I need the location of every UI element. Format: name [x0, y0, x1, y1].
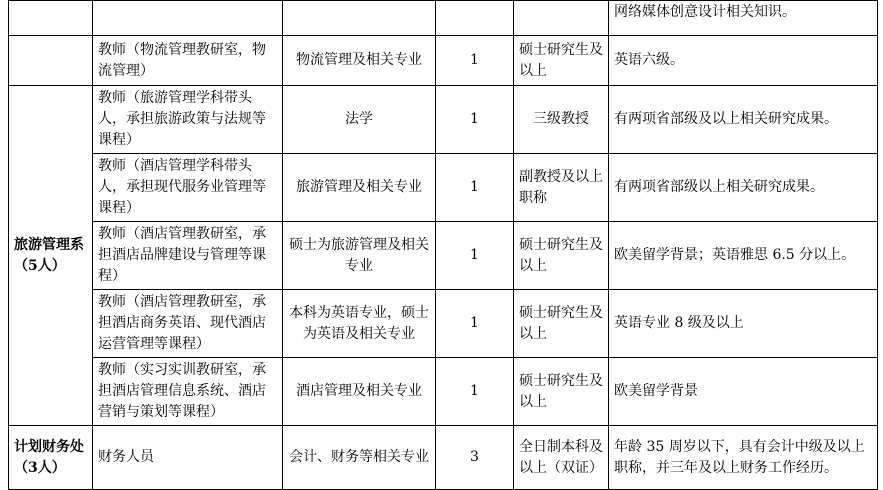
position-cell: 教师（酒店管理教研室，承担酒店品牌建设与管理等课程） [93, 222, 283, 290]
position-cell: 教师（物流管理教研室，物流管理） [93, 36, 283, 86]
count-cell: 1 [436, 290, 514, 358]
position-cell: 教师（实习实训教研室，承担酒店管理信息系统、酒店营销与策划等课程） [93, 358, 283, 426]
requirement-cell: 有两项省部级及以上相关研究成果。 [609, 86, 878, 154]
requirement-text: 网络媒体创意设计相关知识。 [614, 3, 796, 20]
recruitment-table [8, 0, 878, 490]
requirement-cell: 英语六级。 [609, 36, 878, 86]
table-row [9, 222, 878, 290]
table-row [9, 154, 878, 222]
count-cell: 1 [436, 358, 514, 426]
requirement-cell [609, 1, 878, 36]
position-cell: 财务人员 [93, 426, 283, 490]
count-cell: 3 [436, 426, 514, 490]
table-row [9, 426, 878, 490]
major-cell: 法学 [283, 86, 436, 154]
position-cell: 教师（酒店管理教研室，承担酒店商务英语、现代酒店运营管理等课程） [93, 290, 283, 358]
education-cell [514, 1, 609, 36]
major-cell: 旅游管理及相关专业 [283, 154, 436, 222]
position-cell [93, 1, 283, 36]
department-cell: 计划财务处（3人） [9, 426, 93, 490]
requirement-cell: 欧美留学背景 [609, 358, 878, 426]
education-cell: 三级教授 [514, 86, 609, 154]
position-cell: 教师（酒店管理学科带头人，承担现代服务业管理等课程） [93, 154, 283, 222]
count-cell [436, 1, 514, 36]
education-cell: 硕士研究生及以上 [514, 358, 609, 426]
count-cell: 1 [436, 154, 514, 222]
count-cell: 1 [436, 36, 514, 86]
major-cell: 酒店管理及相关专业 [283, 358, 436, 426]
education-cell: 全日制本科及以上（双证） [514, 426, 609, 490]
education-cell: 副教授及以上职称 [514, 154, 609, 222]
major-cell [283, 1, 436, 36]
major-cell: 会计、财务等相关专业 [283, 426, 436, 490]
major-cell: 硕士为旅游管理及相关专业 [283, 222, 436, 290]
major-cell: 本科为英语专业，硕士为英语及相关专业 [283, 290, 436, 358]
table-row [9, 358, 878, 426]
major-cell: 物流管理及相关专业 [283, 36, 436, 86]
department-cell [9, 36, 93, 86]
department-cell: 旅游管理系（5人） [9, 86, 93, 426]
education-cell: 硕士研究生及以上 [514, 222, 609, 290]
education-cell: 硕士研究生及以上 [514, 290, 609, 358]
requirement-cell: 欧美留学背景；英语雅思 6.5 分以上。 [609, 222, 878, 290]
education-cell: 硕士研究生及以上 [514, 36, 609, 86]
position-cell: 教师（旅游管理学科带头人，承担旅游政策与法规等课程） [93, 86, 283, 154]
table-row [9, 290, 878, 358]
table-row [9, 36, 878, 86]
count-cell: 1 [436, 222, 514, 290]
count-cell: 1 [436, 86, 514, 154]
table-row [9, 86, 878, 154]
table-row [9, 1, 878, 36]
requirement-cell: 有两项省部级以上相关研究成果。 [609, 154, 878, 222]
department-cell [9, 1, 93, 36]
requirement-cell: 年龄 35 周岁以下，具有会计中级及以上职称，并三年及以上财务工作经历。 [609, 426, 878, 490]
requirement-cell: 英语专业 8 级及以上 [609, 290, 878, 358]
